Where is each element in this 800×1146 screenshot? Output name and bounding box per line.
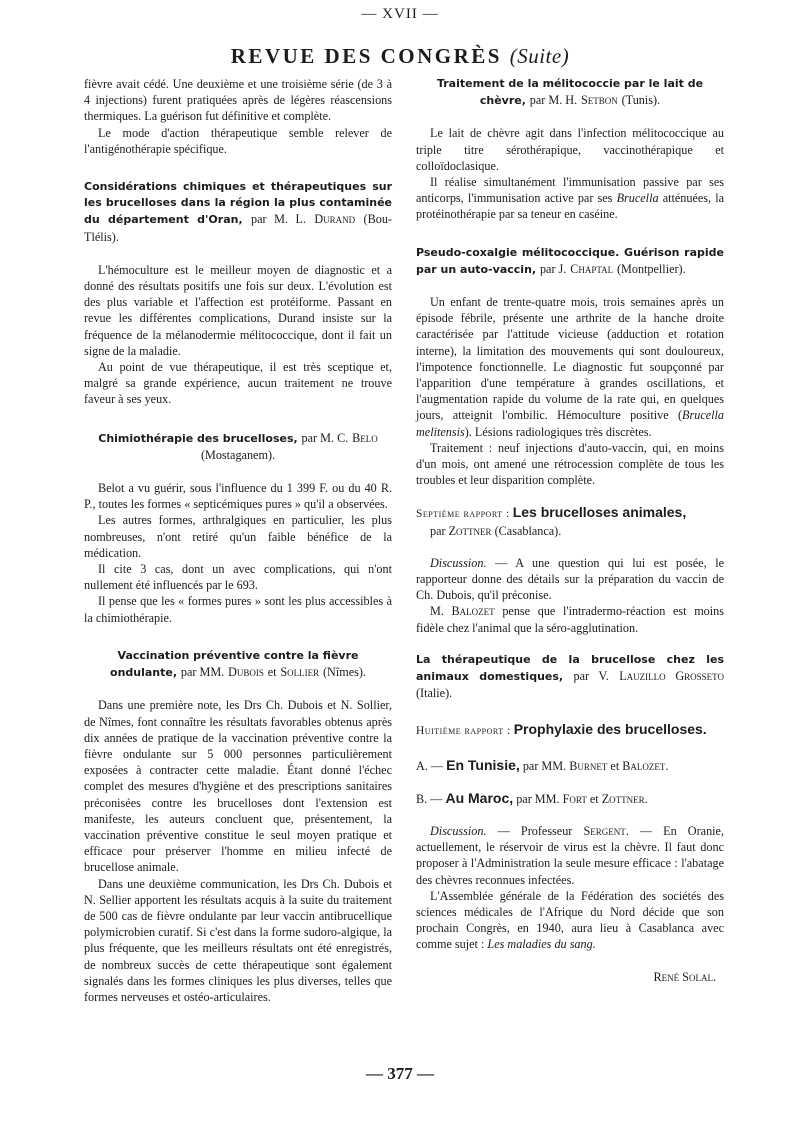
discussion-label: Discussion. (430, 555, 487, 570)
text-run: pense que l'intradermo-réaction est moins fidèle chez l'animal que la séro-agglutination. (416, 604, 724, 635)
heading-and: et (267, 665, 277, 680)
paragraph: L'hémoculture est le meilleur moyen de diagnostic et a donné des résultats positifs une fois sur deux. L'évolution est des plus variable et l'affection est protéiforme. Passant en revue les différentes complications, Durand insiste sur la fréquence de la mélanodermie mélitococcique, dont il fait un signe de la maladie. (84, 262, 392, 358)
section-heading (416, 245, 724, 278)
right-column (416, 76, 724, 985)
paragraph: Traitement : neuf injections d'auto-vaccin, qui, en moins d'un mois, ont amené une rétrocession complète de tous les troubles et leur disparition complète. (416, 440, 724, 488)
paragraph: Belot a vu guérir, sous l'influence du 1 399 F. ou du 40 R. P., toutes les formes « septicémiques pures » qu'il a observées. (84, 481, 392, 512)
paragraph: Le mode d'action thérapeutique semble relever de l'antigénothérapie spécifique. (84, 125, 392, 156)
heading-by: par V. (573, 669, 609, 684)
text-run: Il réalise simultanément l'immunisation passive par ses anticorps, l'immunisation active par ses (416, 175, 724, 206)
section-heading (84, 179, 392, 246)
heading-place: (Montpellier). (616, 261, 686, 276)
section-heading (84, 430, 392, 464)
text-run: — Professeur (497, 823, 573, 838)
report-title: Les brucelloses animales, (512, 504, 687, 521)
page-number: — 377 — (366, 1064, 434, 1083)
heading-by: par M. H. (529, 93, 578, 108)
heading-title: Chimiothérapie des brucelloses, (98, 431, 298, 445)
heading-author: Setbon (581, 93, 618, 108)
running-title (0, 44, 800, 68)
running-title-suite: (Suite) (509, 44, 570, 68)
report-place: (Casablanca). (494, 523, 562, 538)
heading-by: par MM. (180, 665, 225, 680)
sub-author: Balozet. (622, 758, 669, 773)
heading-title: Traitement de la mélitococcie par le lait de chèvre, (436, 77, 704, 108)
paragraph: Dans une première note, les Drs Ch. Dubois et N. Sollier, de Nîmes, font connaître les résultats favorables obtenus après dix années de pratique de la vaccination préventive contre la fièvre ondulante sur 5 000 personnes particulièrement exposées à contracter cette maladie. Étant donné l'échec complet des mesures d'hygiène et des prescriptions sanitaires préconisées contre les brucelloses dont l'extension est manifeste, les auteurs concluent que, présentement, la vaccination préventive constitue le seul moyen pratique et efficace pour préserver l'homme en milieu infecté de brucellose animale. (84, 698, 392, 875)
heading-by: par M. L. (250, 212, 307, 227)
heading-title: La thérapeutique de la brucellose chez les animaux domestiques, (416, 652, 724, 684)
sub-and: et (610, 758, 620, 773)
text-run: L'Assemblée générale de la Fédération des sociétés des sciences médicales de l'Afrique du Nord décide que son prochain Congrès, en 1940, aura lieu à Casablanca avec comme sujet : (416, 888, 724, 952)
sub-and: et (589, 791, 599, 806)
paragraph (416, 555, 724, 604)
heading-title: Pseudo-coxalgie mélitococcique. Guérison rapide par un auto-vaccin, (416, 245, 724, 276)
text-run: M. (430, 604, 444, 619)
heading-author: Durand (314, 212, 356, 227)
paragraph (416, 888, 724, 953)
text-run: Un enfant de trente-quatre mois, trois semaines après un épisode fébrile, présente une arthrite de la hanche droite caractérisée par l'attitude vicieuse (adduction et rotation interne), la limitation des mouvements qui sont douloureux, l'impotence fonctionnelle. Le diagnostic fut soupçonné par l'apparition d'une température à grandes oscillations, et l'augmentation rapide du volume de la rate qui, en quelques jours, atteignit l'ombilic. Hémoculture positive ( (416, 295, 724, 423)
person-name: Balozet (451, 604, 495, 619)
sub-title: En Tunisie, (446, 756, 520, 773)
section-heading (416, 76, 724, 109)
heading-place: (Bou-Tlélis). (84, 212, 392, 244)
section-heading (84, 648, 392, 681)
italic-term: Brucella melitensis (416, 408, 724, 439)
heading-title: Vaccination préventive contre la fièvre ondulante, (110, 648, 359, 680)
heading-place: (Italie). (416, 686, 453, 701)
person-name: Sergent. (583, 823, 629, 838)
text-run: atténuées, la protéinothérapie par sa teneur en caséine. (416, 191, 725, 222)
subreport-b (416, 790, 724, 807)
italic-term: Brucella (616, 191, 659, 206)
sub-letter: B. — (416, 791, 443, 806)
heading-author: Lauzillo Grosseto (619, 669, 724, 684)
report-title: Prophylaxie des brucelloses. (513, 720, 707, 737)
paragraph: Il pense que les « formes pures » sont les plus accessibles à la chimiothérapie. (84, 594, 392, 625)
paragraph: Au point de vue thérapeutique, il est très sceptique et, malgré sa grande expérience, aucun traitement ne trouve faveur à ses yeux. (84, 360, 392, 407)
subreport-a (416, 757, 724, 774)
section-heading (416, 652, 724, 703)
discussion-label: Discussion. (430, 823, 487, 838)
paragraph (416, 294, 724, 440)
text-run: ). Lésions radiologiques très discrètes. (464, 424, 652, 439)
text-run: — En Oranie, actuellement, le réservoir de virus est la chèvre. Il faut donc proposer à l'Administration la seule mesure efficace : l'abatage des chèvres reconnues infectées. (416, 823, 725, 887)
left-column (84, 76, 392, 1005)
heading-place: (Nîmes). (322, 665, 366, 680)
sub-author: Fort (562, 791, 587, 806)
sub-by: par MM. (522, 758, 567, 773)
report-heading (416, 719, 724, 741)
report-label: Huitième rapport : (416, 724, 511, 737)
running-title-text: REVUE DES CONGRÈS (230, 44, 502, 68)
heading-place: (Tunis). (621, 93, 661, 108)
heading-author: Chaptal (570, 261, 614, 276)
text-run: — A une question qui lui est posée, le rapporteur donne des détails sur la préparation du vaccin de Ch. Dubois, qu'il préconise. (416, 555, 724, 603)
heading-by: par M. C. (301, 430, 349, 445)
paragraph (416, 603, 724, 635)
report-heading (416, 504, 724, 538)
heading-author: Sollier (280, 665, 320, 680)
paragraph: Le lait de chèvre agit dans l'infection mélitococcique au triple titre sérothérapique, vaccinothérapique et colloïdoclasique. (416, 126, 724, 173)
paragraph: Il cite 3 cas, dont un avec complications, qui n'ont nullement été influencés par le 693. (84, 562, 392, 593)
sub-author: Zottner. (601, 791, 648, 806)
report-author: Zottner (448, 523, 492, 538)
paragraph (416, 823, 724, 888)
sub-by: par MM. (516, 791, 560, 806)
heading-author: Belo (352, 430, 378, 445)
paragraph: fièvre avait cédé. Une deuxième et une troisième série (de 3 à 4 injections) furent pratiquées après de légères réascensions thermiques. La guérison fut définitive et complète. (84, 77, 392, 124)
heading-by: par J. (539, 261, 567, 276)
heading-place: (Mostaganem). (200, 447, 276, 462)
report-label: Septième rapport : (416, 508, 510, 521)
sub-author: Burnet (569, 758, 608, 773)
paragraph: Les autres formes, arthralgiques en particulier, les plus nombreuses, n'ont retiré qu'un faible bénéfice de la médication. (84, 513, 392, 560)
italic-term: Les maladies du sang. (487, 937, 596, 952)
heading-title: Considérations chimiques et thérapeutiques sur les brucelloses dans la région la plus contaminée du département d'Oran, (84, 180, 392, 227)
report-by: par (430, 523, 446, 538)
signature: René Solal. (653, 969, 716, 984)
sub-title: Au Maroc, (445, 789, 514, 806)
paragraph (416, 174, 724, 223)
paragraph: Dans une deuxième communication, les Drs Ch. Dubois et N. Sellier apportent les résultats acquis à la suite du traitement de 500 cas de fièvre ondulante par leur vaccin antibrucellique polymicrobien curatif. Si c'est dans la forme sudoro-algique, la plus fréquente, que les meilleurs résultats ont été enregistrés, de nombreux succès de cette thérapeutique sont également signalés dans les formes cliniques les plus diverses, telles que formes nerveuses et ostéo-articulaires. (84, 876, 392, 1004)
sub-letter: A. — (416, 758, 444, 773)
heading-author: Dubois (228, 665, 264, 680)
roman-page-number: — XVII — (361, 6, 439, 22)
